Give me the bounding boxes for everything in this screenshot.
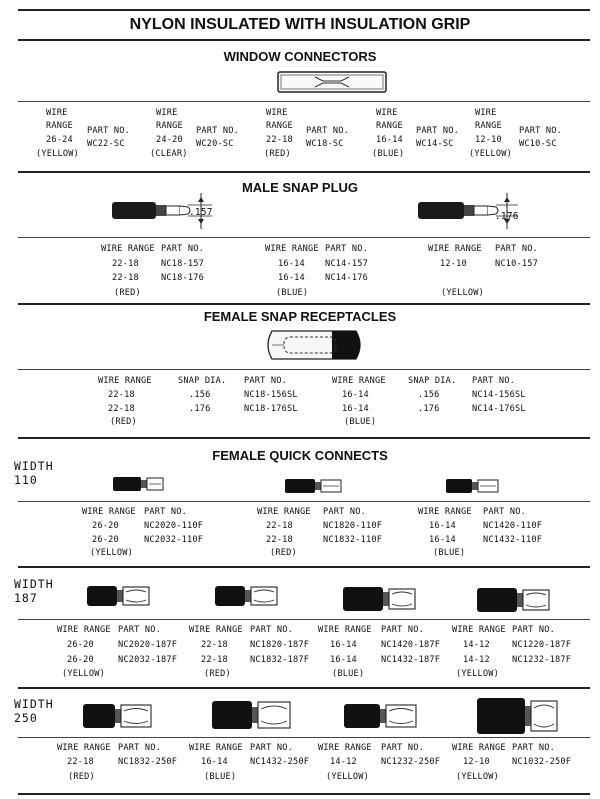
part-number: NC1432-110F	[483, 535, 543, 545]
color-code: (BLUE)	[344, 417, 377, 427]
part-no-header: PART NO.	[244, 376, 287, 386]
w110-table	[0, 504, 600, 562]
part-no-header: PART NO.	[196, 126, 239, 136]
wire-range-value: 22-18	[266, 535, 293, 545]
wire-label: WIRE	[475, 108, 497, 118]
color-code: (BLUE)	[204, 772, 237, 782]
wire-range-value: 26-24	[46, 135, 73, 145]
part-number: NC1432-250F	[250, 757, 310, 767]
wire-range-value: 22-18	[108, 390, 135, 400]
part-number: NC2032-110F	[144, 535, 204, 545]
wire-range-value: 16-14	[330, 640, 357, 650]
w250-table	[0, 739, 600, 795]
title-rule	[18, 39, 590, 41]
color-code: (YELLOW)	[326, 772, 369, 782]
wire-range-header: WIRE RANGE	[57, 625, 111, 635]
color-code: (RED)	[264, 149, 291, 159]
part-number: NC14-176	[325, 273, 368, 283]
width-250-label: WIDTH 250	[14, 697, 54, 725]
section-rule	[18, 303, 590, 305]
wire-range-value: 16-14	[429, 535, 456, 545]
wire-range-header: WIRE RANGE	[82, 507, 136, 517]
color-code: (BLUE)	[433, 548, 466, 558]
color-code: (YELLOW)	[456, 669, 499, 679]
w110-rule	[18, 501, 590, 502]
color-code: (BLUE)	[372, 149, 405, 159]
color-code: (YELLOW)	[441, 288, 484, 298]
part-no-header: PART NO.	[161, 244, 204, 254]
range-label: RANGE	[266, 121, 293, 131]
wire-range-value: 22-18	[108, 404, 135, 414]
range-label: RANGE	[475, 121, 502, 131]
snap-dia-value: .176	[189, 404, 211, 414]
wire-range-value: 26-20	[67, 640, 94, 650]
wire-range-value: 14-12	[463, 655, 490, 665]
part-no-header: PART NO.	[512, 625, 555, 635]
part-number: NC2020-110F	[144, 521, 204, 531]
wire-range-value: 22-18	[201, 640, 228, 650]
color-code: (YELLOW)	[36, 149, 79, 159]
color-code: (BLUE)	[276, 288, 309, 298]
wire-range-header: WIRE RANGE	[428, 244, 482, 254]
part-number: WC20-SC	[196, 139, 234, 149]
wire-range-value: 14-12	[463, 640, 490, 650]
quick-connect-187-icon	[215, 583, 279, 609]
wire-range-header: WIRE RANGE	[57, 743, 111, 753]
part-number: WC14-SC	[416, 139, 454, 149]
section-rule	[18, 437, 590, 439]
wire-range-header: WIRE RANGE	[98, 376, 152, 386]
wire-range-value: 22-18	[266, 135, 293, 145]
part-no-header: PART NO.	[519, 126, 562, 136]
wire-range-value: 12-10	[463, 757, 490, 767]
w187-table	[0, 621, 600, 683]
wire-range-value: 26-20	[92, 535, 119, 545]
female-snap-receptacle-icon	[262, 327, 366, 363]
quick-connect-250-icon	[83, 700, 153, 732]
part-number: WC10-SC	[519, 139, 557, 149]
color-code: (YELLOW)	[90, 548, 133, 558]
quick-connect-110-icon	[446, 476, 502, 496]
wire-range-header: WIRE RANGE	[452, 625, 506, 635]
wire-range-header: WIRE RANGE	[189, 625, 243, 635]
female-snap-receptacles-heading: FEMALE SNAP RECEPTACLES	[203, 309, 397, 324]
wire-range-header: WIRE RANGE	[418, 507, 472, 517]
wire-range-value: 22-18	[201, 655, 228, 665]
wire-range-header: WIRE RANGE	[257, 507, 311, 517]
snap-dia-value: .176	[418, 404, 440, 414]
snap-dia-value: .156	[418, 390, 440, 400]
wire-range-value: 22-18	[266, 521, 293, 531]
part-no-header: PART NO.	[118, 625, 161, 635]
part-number: NC1420-110F	[483, 521, 543, 531]
female-table	[0, 372, 600, 430]
female-rule	[18, 369, 590, 370]
wire-range-header: WIRE RANGE	[452, 743, 506, 753]
part-number: NC18-176	[161, 273, 204, 283]
part-no-header: PART NO.	[323, 507, 366, 517]
wire-range-header: WIRE RANGE	[318, 625, 372, 635]
window-connector-icon	[277, 70, 387, 94]
part-number: NC1220-187F	[512, 640, 572, 650]
wire-label: WIRE	[156, 108, 178, 118]
quick-connect-250-icon	[477, 696, 559, 736]
part-number: NC2032-187F	[118, 655, 178, 665]
quick-connect-187-icon	[87, 583, 151, 609]
w187-rule	[18, 619, 590, 620]
color-code: (RED)	[204, 669, 231, 679]
part-number: NC2020-187F	[118, 640, 178, 650]
part-number: NC18-176SL	[244, 404, 298, 414]
color-code: (BLUE)	[332, 669, 365, 679]
part-no-header: PART NO.	[483, 507, 526, 517]
part-no-header: PART NO.	[512, 743, 555, 753]
window-table	[0, 105, 600, 171]
dimension-label: .157	[189, 207, 213, 218]
section-rule	[18, 566, 590, 568]
snap-dia-header: SNAP DIA.	[408, 376, 457, 386]
color-code: (CLEAR)	[150, 149, 188, 159]
range-label: RANGE	[156, 121, 183, 131]
section-rule	[18, 687, 590, 689]
wire-range-header: WIRE RANGE	[189, 743, 243, 753]
part-number: NC1820-187F	[250, 640, 310, 650]
wire-range-header: WIRE RANGE	[332, 376, 386, 386]
wire-range-value: 16-14	[278, 259, 305, 269]
wire-range-value: 12-10	[440, 259, 467, 269]
part-number: WC18-SC	[306, 139, 344, 149]
snap-dia-header: SNAP DIA.	[178, 376, 227, 386]
quick-connect-187-icon	[343, 585, 417, 613]
wire-range-value: 12-10	[475, 135, 502, 145]
width-110-label: WIDTH 110	[14, 459, 54, 487]
part-no-header: PART NO.	[118, 743, 161, 753]
part-number: NC18-157	[161, 259, 204, 269]
part-no-header: PART NO.	[472, 376, 515, 386]
wire-range-value: 22-18	[67, 757, 94, 767]
top-rule	[18, 9, 590, 11]
quick-connect-110-icon	[285, 476, 345, 496]
wire-range-header: WIRE RANGE	[318, 743, 372, 753]
snap-dia-value: .156	[189, 390, 211, 400]
quick-connect-110-icon	[113, 474, 165, 494]
part-no-header: PART NO.	[416, 126, 459, 136]
section-rule	[18, 171, 590, 173]
male-rule	[18, 237, 590, 238]
bottom-rule	[18, 793, 590, 795]
quick-connect-250-icon	[344, 700, 418, 732]
part-number: NC1232-187F	[512, 655, 572, 665]
wire-range-value: 16-14	[342, 390, 369, 400]
quick-connect-187-icon	[477, 586, 551, 614]
color-code: (RED)	[114, 288, 141, 298]
part-number: NC1832-250F	[118, 757, 178, 767]
female-quick-connects-heading: FEMALE QUICK CONNECTS	[212, 448, 388, 463]
wire-range-header: WIRE RANGE	[101, 244, 155, 254]
width-187-label: WIDTH 187	[14, 577, 54, 605]
wire-range-value: 16-14	[278, 273, 305, 283]
part-no-header: PART NO.	[144, 507, 187, 517]
page-title: NYLON INSULATED WITH INSULATION GRIP	[129, 16, 471, 33]
part-number: NC1432-187F	[381, 655, 441, 665]
part-no-header: PART NO.	[325, 244, 368, 254]
part-no-header: PART NO.	[306, 126, 349, 136]
range-label: RANGE	[46, 121, 73, 131]
part-number: NC1032-250F	[512, 757, 572, 767]
part-number: NC10-157	[495, 259, 538, 269]
wire-range-value: 22-18	[112, 259, 139, 269]
male-snap-plug-heading: MALE SNAP PLUG	[241, 180, 359, 195]
wire-range-value: 24-20	[156, 135, 183, 145]
wire-label: WIRE	[266, 108, 288, 118]
part-no-header: PART NO.	[87, 126, 130, 136]
part-number: NC1820-110F	[323, 521, 383, 531]
wire-range-value: 16-14	[342, 404, 369, 414]
dimension-label: .176	[495, 211, 519, 222]
male-table	[0, 240, 600, 302]
wire-range-value: 14-12	[330, 757, 357, 767]
wire-range-value: 26-20	[67, 655, 94, 665]
color-code: (YELLOW)	[62, 669, 105, 679]
part-no-header: PART NO.	[381, 743, 424, 753]
color-code: (RED)	[110, 417, 137, 427]
wire-range-value: 16-14	[429, 521, 456, 531]
color-code: (RED)	[68, 772, 95, 782]
part-no-header: PART NO.	[495, 244, 538, 254]
wire-range-value: 16-14	[201, 757, 228, 767]
wire-range-value: 22-18	[112, 273, 139, 283]
part-no-header: PART NO.	[381, 625, 424, 635]
wire-range-value: 16-14	[376, 135, 403, 145]
color-code: (YELLOW)	[469, 149, 512, 159]
part-no-header: PART NO.	[250, 743, 293, 753]
part-number: NC14-156SL	[472, 390, 526, 400]
part-number: NC1232-250F	[381, 757, 441, 767]
part-number: NC14-157	[325, 259, 368, 269]
part-number: WC22-SC	[87, 139, 125, 149]
color-code: (RED)	[270, 548, 297, 558]
wire-label: WIRE	[46, 108, 68, 118]
wire-label: WIRE	[376, 108, 398, 118]
color-code: (YELLOW)	[456, 772, 499, 782]
wire-range-value: 16-14	[330, 655, 357, 665]
part-number: NC1832-110F	[323, 535, 383, 545]
range-label: RANGE	[376, 121, 403, 131]
w250-rule	[18, 737, 590, 738]
part-number: NC18-156SL	[244, 390, 298, 400]
part-number: NC1832-187F	[250, 655, 310, 665]
part-number: NC14-176SL	[472, 404, 526, 414]
quick-connect-250-icon	[212, 698, 292, 732]
part-no-header: PART NO.	[250, 625, 293, 635]
wire-range-value: 26-20	[92, 521, 119, 531]
wire-range-header: WIRE RANGE	[265, 244, 319, 254]
part-number: NC1420-187F	[381, 640, 441, 650]
window-connectors-heading: WINDOW CONNECTORS	[223, 49, 377, 64]
window-rule	[18, 101, 590, 102]
